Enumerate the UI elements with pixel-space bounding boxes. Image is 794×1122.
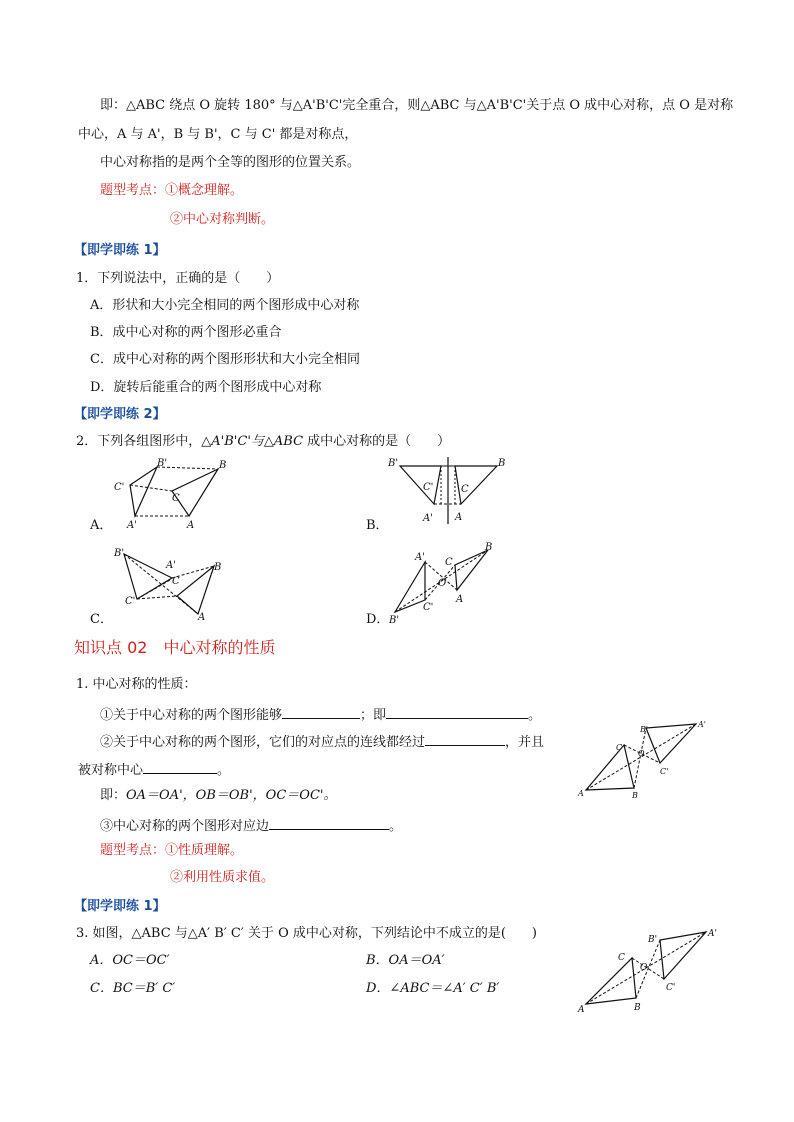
fig-q3-triangle-abc — [586, 958, 636, 1004]
property-1-text-a: ①关于中心对称的两个图形能够 — [100, 708, 283, 723]
intro-focus-1: 题型考点：①概念理解。 — [100, 183, 244, 198]
fig-d-label-c: C — [445, 557, 453, 568]
fig-q3-label-c1: C' — [666, 983, 676, 993]
fig-q3-label-c: C — [618, 953, 625, 963]
fig-d-label-c1: C' — [423, 602, 434, 613]
question-1: 1．下列说法中，正确的是（ ） — [76, 271, 280, 286]
property-1-text-c: 。 — [528, 708, 542, 723]
fig-c-label-c: C — [172, 576, 180, 587]
fig-b-label-c: C — [461, 484, 469, 495]
fig-k-label-c: C — [616, 743, 623, 752]
fig-q3-label-b1: B' — [648, 935, 658, 945]
q2-option-c-label: C． — [90, 612, 113, 627]
q1-option-d: D．旋转后能重合的两个图形成中心对称 — [90, 380, 322, 395]
fig-a-label-c: C — [172, 493, 180, 504]
question-2 — [76, 433, 450, 451]
fig-d-label-o: O — [438, 578, 447, 589]
property-2 — [100, 732, 544, 752]
fig-b-label-b1: B' — [388, 458, 399, 469]
fig-k-triangle-abc — [586, 745, 634, 790]
fig-k-dash-bb1 — [634, 728, 646, 788]
q3-option-a: A．OC＝OC′ — [90, 953, 170, 968]
fig-a-label-b: B — [219, 460, 227, 471]
fig-d-triangle-2 — [455, 550, 488, 590]
formula-prefix: 即： — [100, 788, 127, 803]
q3-option-c: C．BC＝B′ C′ — [90, 981, 176, 996]
fig-b-label-c1: C' — [423, 482, 434, 493]
fig-a-label-c1: C' — [114, 482, 125, 493]
intro-line-2: 中心，A 与 A'，B 与 B'，C 与 C' 都是对称点， — [78, 127, 358, 142]
fig-q3-label-b: B — [634, 1003, 641, 1013]
q2-option-d-label: D． — [366, 612, 390, 627]
knowledge-focus-1: 题型考点：①性质理解。 — [100, 843, 244, 858]
fig-d-label-a1: A' — [415, 552, 425, 563]
fig-a-label-a: A — [187, 520, 195, 531]
property-2-text-c: 被对称中心 — [78, 763, 144, 778]
q3-option-b: B．OA＝OA′ — [366, 953, 445, 968]
figure-option-c — [110, 544, 240, 624]
fig-q3-triangle-a1b1c1 — [660, 932, 706, 979]
knowledge-item-1: 1. 中心对称的性质： — [76, 677, 197, 692]
fig-k-triangle-a1b1c1 — [646, 724, 696, 763]
q2-suffix: 成中心对称的是（ ） — [303, 434, 451, 449]
property-3-text-b: 。 — [389, 819, 403, 834]
fig-a-label-b1: B' — [157, 458, 168, 469]
fig-q3-label-o: O — [640, 963, 648, 973]
property-3-blank[interactable] — [269, 816, 389, 830]
fig-c-label-b1: B' — [114, 548, 125, 559]
fig-b-triangle-1 — [400, 466, 441, 504]
fig-d-label-a: A — [456, 594, 464, 605]
section2-header: 【即学即练 2】 — [74, 407, 166, 422]
fig-k-label-b: B — [632, 791, 638, 800]
intro-focus-2: ②中心对称判断。 — [170, 212, 275, 227]
property-2-cont — [78, 760, 230, 780]
property-2-text-b: ，并且 — [505, 735, 545, 750]
fig-k-label-c1: C' — [660, 767, 669, 776]
q3-option-d: D．∠ABC＝∠A′ C′ B′ — [366, 981, 500, 996]
fig-d-triangle-1 — [395, 562, 425, 612]
fig-a-triangle-1 — [130, 467, 157, 516]
figure-question-3 — [574, 924, 724, 1019]
q1-option-c: C．成中心对称的两个图形形状和大小完全相同 — [90, 352, 360, 367]
fig-q3-label-a1: A' — [708, 929, 717, 939]
q2-prefix: 2．下列各组图形中， — [76, 434, 202, 449]
q2-option-a-label: A． — [90, 518, 113, 533]
formula: OA＝OA'，OB＝OB'，OC＝OC'。 — [126, 788, 337, 803]
q2-math: △A'B'C'与△ABC — [201, 434, 304, 449]
fig-k-label-o: O — [638, 749, 645, 758]
intro-line-3: 中心对称指的是两个全等的图形的位置关系。 — [100, 155, 361, 170]
knowledge-title: 知识点 02 中心对称的性质 — [74, 638, 276, 657]
property-2-blank-2[interactable] — [143, 760, 217, 774]
section3-header: 【即学即练 1】 — [74, 899, 166, 914]
fig-d-label-b1: B' — [389, 615, 400, 626]
fig-k-label-a: A — [578, 789, 584, 798]
question-3: 3. 如图，△ABC 与△A′ B′ C′ 关于 O 成中心对称，下列结论中不成立的是( ) — [76, 926, 537, 941]
q1-option-b: B．成中心对称的两个图形必重合 — [90, 325, 282, 340]
fig-c-triangle-2 — [177, 566, 214, 614]
intro-line-1: 即：△ABC 绕点 O 旋转 180° 与△A'B'C'完全重合，则△ABC 与△A'B'C'关于点 O 成中心对称，点 O 是对称 — [100, 98, 734, 113]
formula-line — [100, 787, 336, 805]
fig-b-label-a: A — [455, 512, 463, 523]
knowledge-focus-2: ②利用性质求值。 — [170, 870, 275, 885]
property-1-blank-2[interactable] — [386, 705, 528, 719]
figure-option-d — [385, 540, 515, 625]
fig-k-label-a1: A' — [698, 720, 706, 729]
figure-option-a — [110, 458, 240, 531]
fig-b-label-b: B — [498, 458, 506, 469]
property-3 — [100, 816, 402, 836]
fig-c-dash-2 — [137, 596, 177, 599]
fig-k-label-b1: B' — [640, 725, 649, 734]
property-1-blank-1[interactable] — [282, 705, 360, 719]
property-3-text-a: ③中心对称的两个图形对应边 — [100, 819, 270, 834]
q1-option-a: A．形状和大小完全相同的两个图形成中心对称 — [90, 298, 360, 313]
fig-c-label-a: A — [198, 612, 206, 623]
property-2-text-d: 。 — [217, 763, 231, 778]
fig-a-label-a1: A' — [127, 520, 137, 531]
property-1-text-b: ；即 — [360, 708, 387, 723]
property-2-blank-1[interactable] — [425, 732, 505, 746]
section1-header: 【即学即练 1】 — [74, 243, 166, 258]
fig-q3-label-a: A — [578, 1005, 585, 1015]
fig-a-dash-3 — [130, 485, 172, 491]
fig-c-label-b: B — [214, 562, 222, 573]
fig-c-label-c1: C' — [125, 596, 136, 607]
property-2-text-a: ②关于中心对称的两个图形，它们的对应点的连线都经过 — [100, 735, 426, 750]
fig-d-label-b: B — [485, 542, 493, 553]
fig-c-label-a1: A' — [166, 560, 176, 571]
fig-b-label-a1: A' — [423, 513, 433, 524]
figure-knowledge — [576, 718, 716, 803]
q2-option-b-label: B． — [366, 518, 389, 533]
figure-option-b — [385, 454, 515, 529]
property-1 — [100, 705, 541, 725]
